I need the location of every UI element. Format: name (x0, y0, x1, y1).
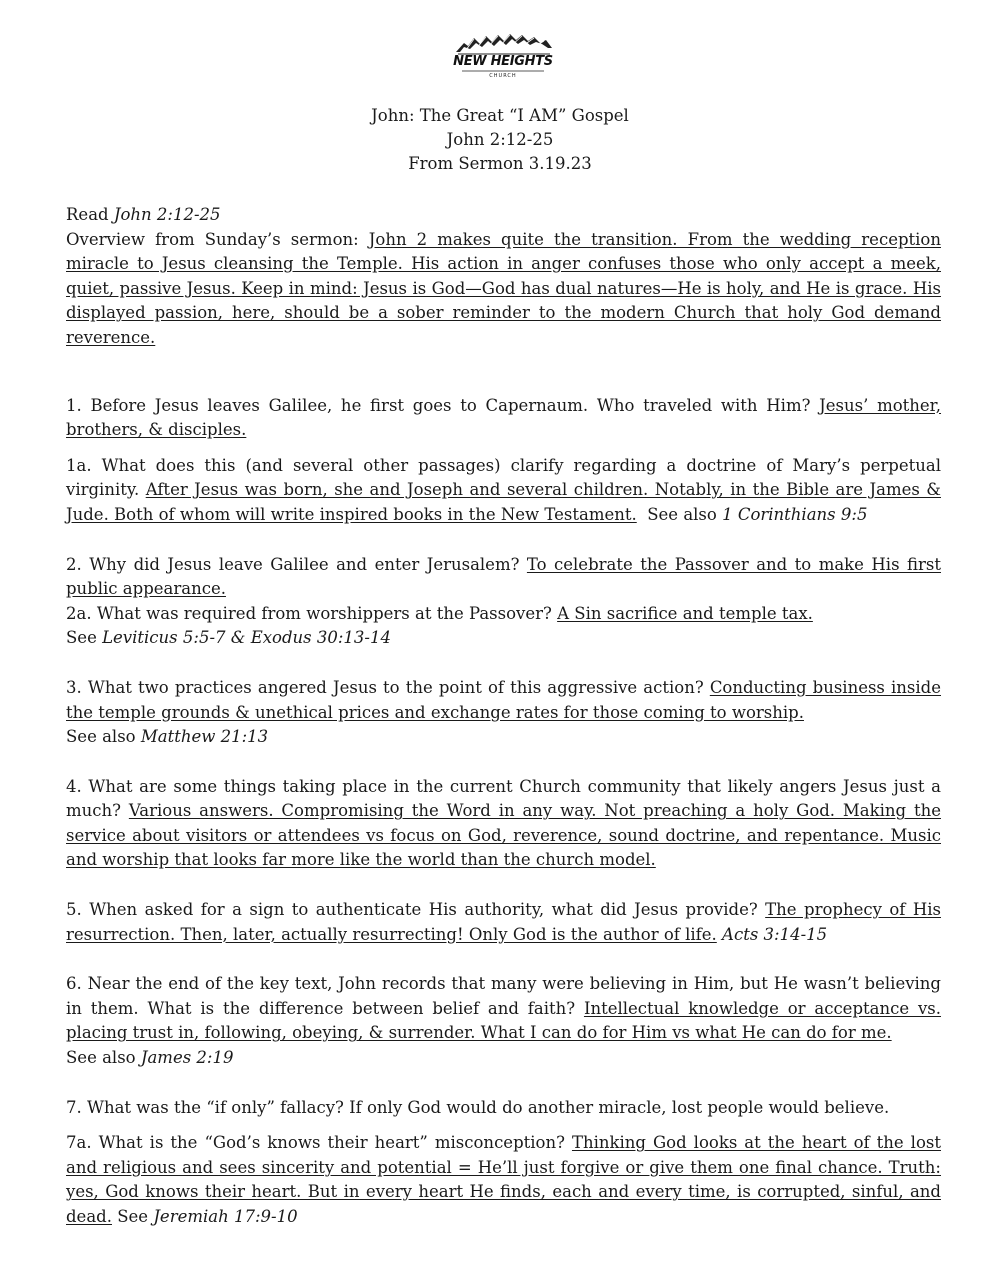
overview-text: John 2 makes quite the transition. From the wedding reception miracle to Jesus cleansing the Temple. His action in anger confuses those who only accept a meek, quiet, passive Jesus. Keep in mind: Jesus is God—God has dual natures—He is holy, and He is grace. His displayed passion, here, should be a sober reminder to the modern Church that holy God demand reverence. (66, 229, 941, 347)
answer-text: Conducting business inside the temple grounds & unethical prices and exchange rates for those coming to worship. (66, 677, 941, 722)
question-3 (66, 676, 941, 725)
logo-subtitle: CHURCH (489, 73, 517, 79)
logo-wordmark: NEW HEIGHTS (453, 54, 553, 69)
question-7 (66, 1096, 941, 1121)
document-title: John: The Great “I AM” Gospel (371, 106, 629, 125)
scripture-reference: John 2:12-25 (446, 130, 554, 149)
question-6-see (66, 1046, 941, 1071)
question-1a (66, 454, 941, 528)
question-1 (66, 394, 941, 443)
see-also-label: See also (636, 504, 723, 524)
question-7a (66, 1131, 941, 1229)
answer-text: Various answers. Compromising the Word in any way. Not preaching a holy God. Making the service about visitors or attendees vs focus on God, reverence, sound doctrine, and repentance. Music and worship that looks far more like the world than the church model. (66, 801, 941, 870)
question-text: 5. When asked for a sign to authenticate His authority, what did Jesus provide? (66, 900, 766, 920)
question-4 (66, 775, 941, 873)
overview-label: Overview from Sunday’s sermon: (66, 229, 369, 249)
see-reference: Acts 3:14-15 (716, 924, 828, 944)
see-also-label: See also (66, 1048, 141, 1068)
church-logo (452, 30, 554, 82)
question-2a-see (66, 626, 941, 651)
answer-text: To celebrate the Passover and to make His first public appearance. (66, 554, 941, 599)
question-text: 7. What was the “if only” fallacy? If only God would do another miracle, lost people would believe. (66, 1097, 890, 1117)
answer-text: Thinking God looks at the heart of the lost and religious and sees sincerity and potential = He’ll just forgive or give them one final chance. Truth: yes, God knows their heart. But in every heart He finds, each and every time, is corrupted, sinful, and dead. (66, 1133, 941, 1226)
question-3-see (66, 725, 941, 750)
question-text: 4. What are some things taking place in the current Church community that likely angers Jesus just a much? (66, 776, 941, 821)
question-text: 2. Why did Jesus leave Galilee and enter Jerusalem? (66, 554, 527, 574)
question-text: 3. What two practices angered Jesus to the point of this aggressive action? (66, 677, 710, 697)
study-body (66, 203, 941, 1230)
see-label: See (111, 1207, 154, 1226)
answer-text: The prophecy of His resurrection. Then, later, actually resurrecting! Only God is the author of life. (66, 900, 941, 944)
question-2 (66, 553, 941, 602)
read-reference: John 2:12-25 (113, 205, 221, 224)
sermon-date: From Sermon 3.19.23 (408, 154, 592, 173)
see-reference: Leviticus 5:5-7 & Exodus 30:13-14 (102, 628, 391, 648)
document-header (0, 104, 1000, 176)
see-also-reference: Matthew 21:13 (140, 727, 269, 747)
question-6 (66, 972, 941, 1046)
read-line (66, 203, 941, 228)
see-also-reference: James 2:19 (140, 1048, 234, 1068)
answer-text: A Sin sacrifice and temple tax. (557, 603, 813, 623)
see-also-reference: 1 Corinthians 9:5 (722, 504, 868, 524)
read-label: Read (66, 205, 114, 224)
question-text: 6. Near the end of the key text, John records that many were believing in Him, but He wasn’t believing in them. What is the difference between belief and faith? (66, 974, 941, 1018)
question-5 (66, 898, 941, 947)
question-text: 1. Before Jesus leaves Galilee, he first goes to Capernaum. Who traveled with Him? (66, 395, 820, 415)
see-also-label: See also (66, 727, 141, 747)
answer-text: Jesus’ mother, brothers, & disciples. (66, 395, 942, 440)
answer-text: Intellectual knowledge or acceptance vs. placing trust in, following, obeying, & surrender. What I can do for Him vs what He can do for me. (66, 998, 941, 1043)
question-text: 1a. What does this (and several other passages) clarify regarding a doctrine of Mary’s perpetual virginity. (66, 455, 941, 500)
see-reference: Jeremiah 17:9-10 (153, 1207, 298, 1226)
question-2a (66, 602, 941, 627)
question-text: 7a. What is the “God’s knows their heart” misconception? (66, 1133, 572, 1153)
question-text: 2a. What was required from worshippers at the Passover? (66, 603, 558, 623)
see-label: See (66, 628, 103, 648)
overview-paragraph (66, 228, 941, 351)
answer-text: After Jesus was born, she and Joseph and several children. Notably, in the Bible are James & Jude. Both of whom will write inspired books in the New Testament. (66, 480, 941, 524)
